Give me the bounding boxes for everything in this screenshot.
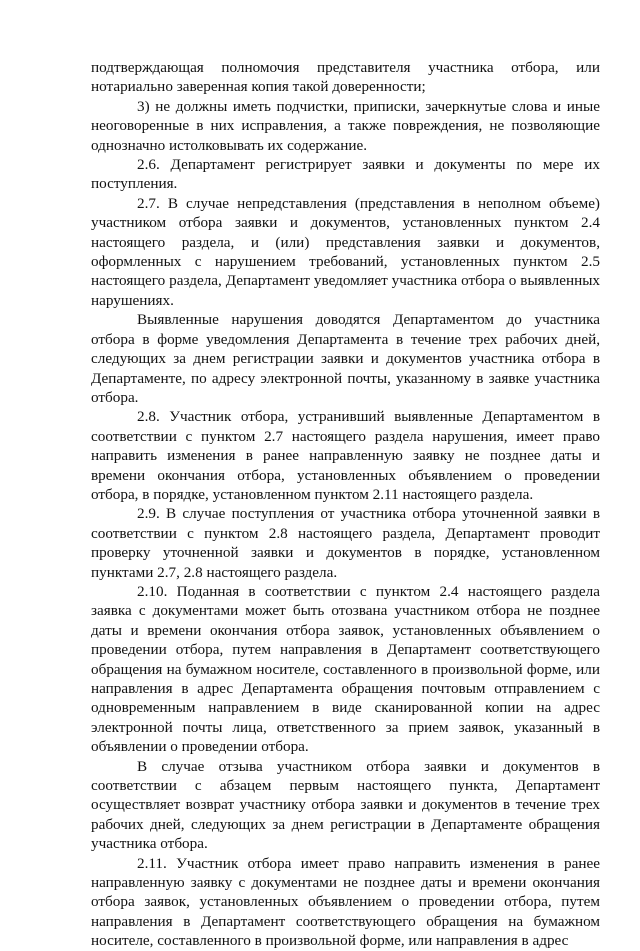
paragraph-7: 2.9. В случае поступления от участника отбора уточненной заявки в соответствии с пунктом 2.8 настоящего раздела, Департамент проводит проверку уточненной заявки и документов в порядке, установленном пунктами 2.7, 2.8 настоящего раздела. [91,505,600,581]
paragraph-10: 2.11. Участник отбора имеет право направить изменения в ранее направленную заявку с документами не позднее даты и времени окончания отбора заявок, установленных объявлением о проведении отбора, путем направления в Департамент соответствующего обращения на бумажном носителе, составленного в произвольной форме, или направления в адрес [91,854,600,950]
paragraph-2: 3) не должны иметь подчистки, приписки, зачеркнутые слова и иные неоговоренные в них исправления, а также повреждения, не позволяющие однозначно истолковывать их содержание. [91,97,600,154]
paragraph-1: подтверждающая полномочия представителя участника отбора, или нотариально заверенная копия такой доверенности; [91,59,600,96]
paragraph-6: 2.8. Участник отбора, устранивший выявленные Департаментом в соответствии с пунктом 2.7 настоящего раздела нарушения, имеет право направить изменения в ранее направленную заявку не позднее даты и времени окончания отбора, установленных объявлением о проведении отбора, в порядке, установленном пунктом 2.11 настоящего раздела. [91,408,600,503]
paragraph-3: 2.6. Департамент регистрирует заявки и документы по мере их поступления. [91,156,600,193]
paragraph-5: Выявленные нарушения доводятся Департаментом до участника отбора в форме уведомления Департамента в течение трех рабочих дней, следующих за днем регистрации заявки и документов участника отбора в Департаменте, по адресу электронной почты, указанному в заявке участника отбора. [91,311,600,406]
paragraph-4: 2.7. В случае непредставления (представления в неполном объеме) участником отбора заявки и документов, установленных пунктом 2.4 настоящего раздела, и (или) представления заявки и документов, оформленных с нарушением требований, установленных пунктом 2.5 настоящего раздела, Департамент уведомляет участника отбора о выявленных нарушениях. [91,194,600,309]
paragraph-9: В случае отзыва участником отбора заявки и документов в соответствии с абзацем первым настоящего пункта, Департамент осуществляет возврат участнику отбора заявки и документов в течение трех рабочих дней, следующих за днем регистрации в Департаменте обращения участника отбора. [91,757,600,853]
paragraph-8: 2.10. Поданная в соответствии с пунктом 2.4 настоящего раздела заявка с документами может быть отозвана участником отбора не позднее даты и времени окончания отбора заявок, установленных объявлением о проведении отбора, путем направления в Департамент соответствующего обращения на бумажном носителе, составленного в произвольной форме, или направления в адрес Департамента обращения почтовым отправлением с одновременным направлением в виде сканированной копии на адрес электронной почты лица, ответственного за прием заявок, указанный в объявлении о проведении отбора. [91,582,600,756]
